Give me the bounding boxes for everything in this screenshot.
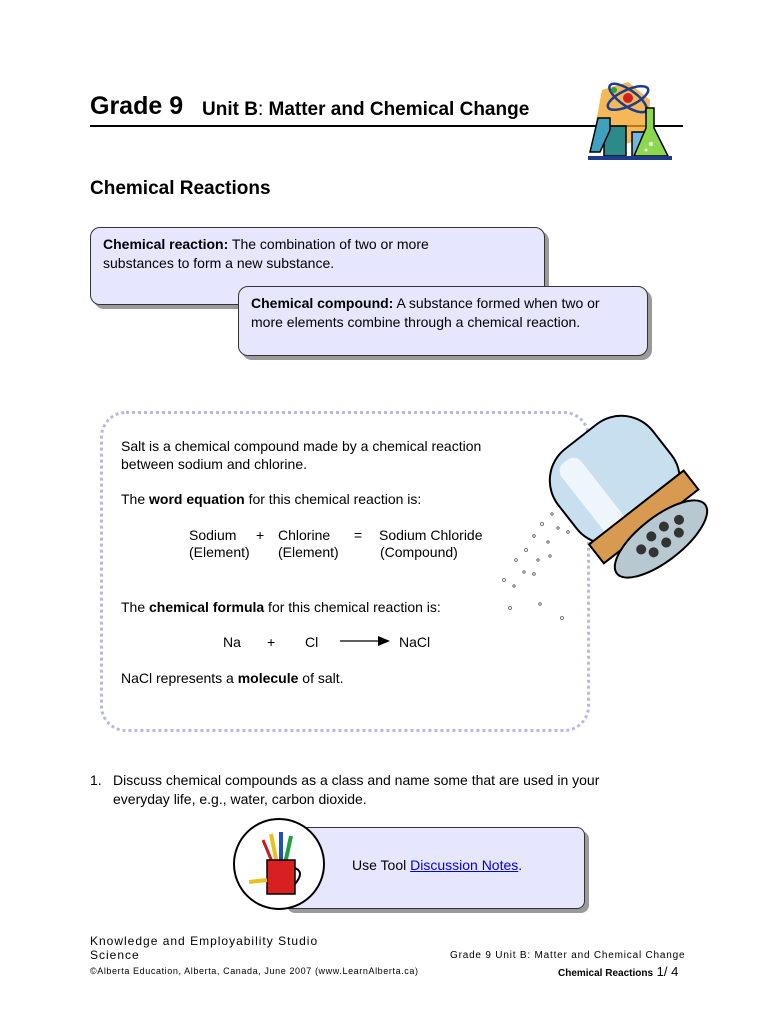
reaction-term: Chemical reaction:	[103, 236, 229, 252]
eq-sodium: Sodium	[189, 527, 237, 543]
discussion-notes-link[interactable]: Discussion Notes	[410, 857, 519, 873]
molecule-statement	[121, 669, 344, 687]
unit-colon: :	[257, 99, 264, 120]
footer-section: Chemical Reactions	[558, 968, 654, 979]
compound-text-1: A substance formed when two or	[393, 295, 600, 311]
eq-equals: =	[354, 527, 363, 543]
footer-copyright: ©Alberta Education, Alberta, Canada, June 2007 (www.LearnAlberta.ca)	[90, 966, 419, 976]
formula-post: for this chemical reaction is:	[264, 599, 441, 615]
eq-sodium-chloride: Sodium Chloride	[379, 527, 483, 543]
word-eq-post: for this chemical reaction is:	[244, 491, 422, 507]
eq-compound: (Compound)	[380, 544, 458, 560]
molecule-post: of salt.	[298, 670, 344, 686]
chemical-formula-intro	[121, 598, 441, 616]
chemical-compound-definition	[238, 286, 648, 356]
section-title: Chemical Reactions	[90, 178, 271, 199]
formula-cl: Cl	[305, 634, 319, 650]
reaction-text-1: The combination of two or more	[228, 236, 429, 252]
molecule-pre: NaCl represents a	[121, 670, 238, 686]
eq-element-2: (Element)	[278, 544, 339, 560]
formula-pre: The	[121, 599, 150, 615]
question-1-line-1: Discuss chemical compounds as a class and name some that are used in your	[113, 772, 600, 788]
salt-intro-line-2: between sodium and chlorine.	[121, 456, 308, 472]
formula-na: Na	[223, 634, 241, 650]
pencil-cup-icon	[235, 820, 323, 908]
footer-studio: Knowledge and Employability Studio	[90, 934, 319, 948]
formula-plus: +	[267, 634, 276, 650]
footer-unit: Grade 9 Unit B: Matter and Chemical Change	[450, 950, 686, 961]
footer-science: Science	[90, 948, 140, 962]
question-1-line-2: everyday life, e.g., water, carbon dioxide.	[113, 791, 367, 807]
eq-chlorine: Chlorine	[278, 527, 331, 543]
tool-label	[352, 856, 522, 874]
molecule-bold: molecule	[237, 670, 299, 686]
reaction-text-2: substances to form a new substance.	[103, 255, 335, 271]
header-grade: Grade 9	[90, 92, 184, 120]
question-1-number: 1.	[90, 772, 102, 788]
unit-label: Unit B	[202, 99, 258, 120]
tool-suffix: .	[518, 857, 523, 873]
reaction-arrow-icon	[340, 634, 390, 648]
compound-term: Chemical compound:	[251, 295, 394, 311]
word-equation-intro	[121, 490, 421, 508]
salt-shaker-icon	[490, 410, 710, 630]
page-number: 1/ 4	[653, 964, 679, 979]
unit-title: Matter and Chemical Change	[263, 99, 530, 120]
compound-text-2: more elements combine through a chemical reaction.	[251, 314, 581, 330]
salt-intro-line-1: Salt is a chemical compound made by a chemical reaction	[121, 438, 482, 454]
footer-page	[558, 964, 678, 979]
formula-bold: chemical formula	[149, 599, 265, 615]
eq-element-1: (Element)	[189, 544, 250, 560]
word-eq-pre: The	[121, 491, 150, 507]
eq-plus: +	[256, 527, 265, 543]
tool-prefix: Use Tool	[352, 857, 411, 873]
header-unit-title	[202, 99, 529, 121]
word-eq-bold: word equation	[149, 491, 245, 507]
formula-nacl: NaCl	[399, 634, 431, 650]
tool-icon-circle	[233, 818, 325, 910]
science-flasks-icon	[588, 78, 676, 166]
